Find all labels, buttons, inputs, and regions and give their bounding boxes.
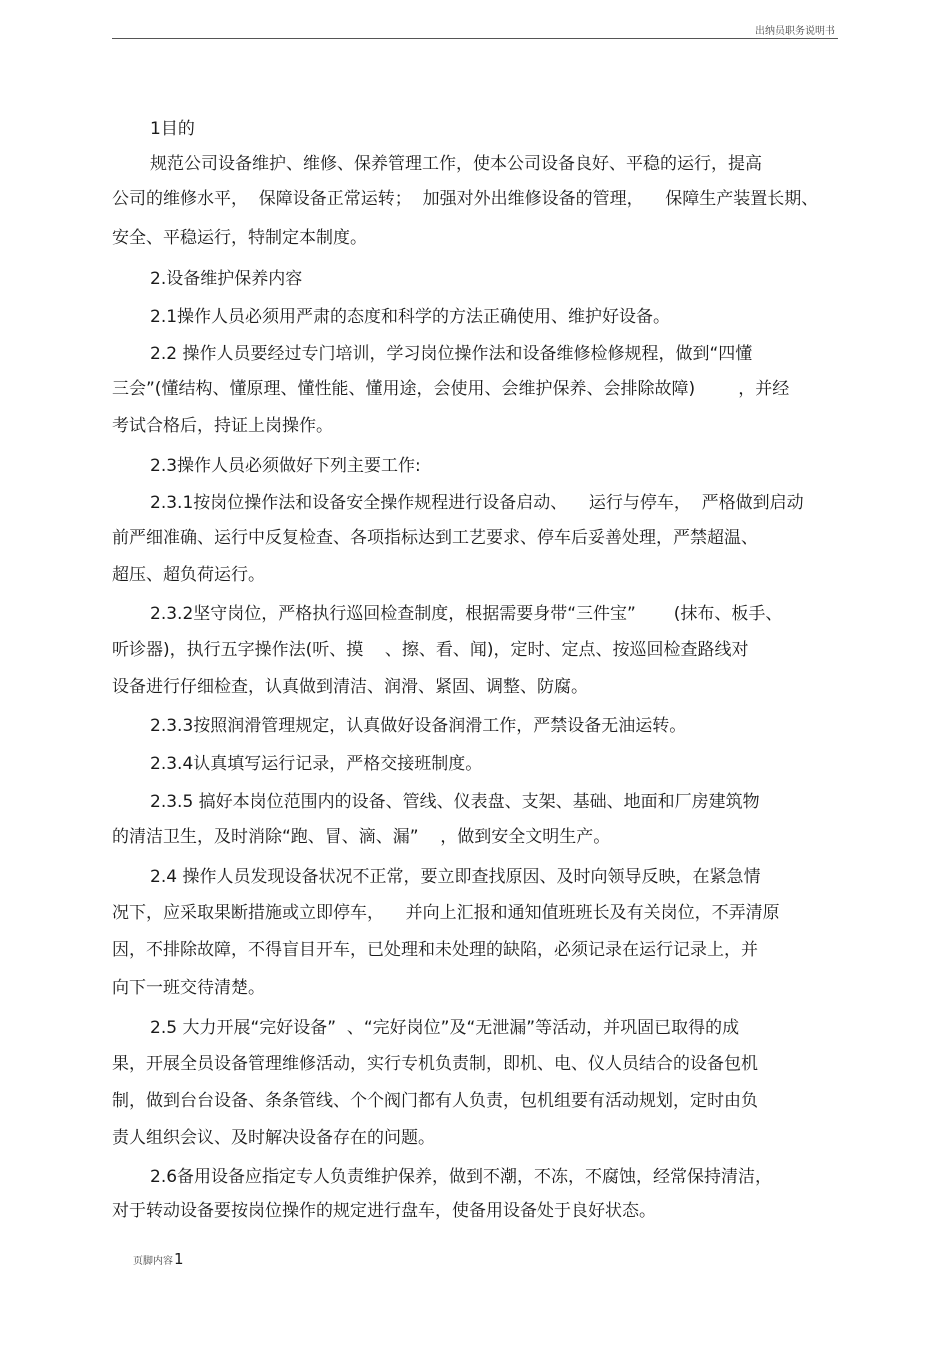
section-heading: 1目的 — [150, 119, 195, 139]
page-footer — [133, 1250, 184, 1268]
paragraph-line: 前严细准确、运行中反复检查、各项指标达到工艺要求、停车后妥善处理，严禁超温、 — [112, 528, 758, 548]
paragraph-line: 2.4 操作人员发现设备状况不正常，要立即查找原因、及时向领导反映，在紧急情 — [150, 867, 761, 887]
paragraph-line: 2.6备用设备应指定专人负责维护保养，做到不潮，不冻，不腐蚀，经常保持清洁， — [150, 1167, 773, 1187]
paragraph-line: 对于转动设备要按岗位操作的规定进行盘车，使备用设备处于良好状态。 — [112, 1201, 656, 1221]
paragraph-line: 制，做到台台设备、条条管线、个个阀门都有人负责，包机组要有活动规划，定时由负 — [112, 1091, 758, 1111]
paragraph-line: 2.2 操作人员要经过专门培训，学习岗位操作法和设备维修检修规程，做到“四懂 — [150, 344, 753, 364]
page-header-title: 出纳员职务说明书 — [755, 26, 835, 37]
paragraph-line: 2.3.2坚守岗位，严格执行巡回检查制度，根据需要身带“三件宝” (抹布、板手、 — [150, 604, 783, 624]
footer-label: 页脚内容 — [133, 1256, 173, 1267]
paragraph-line: 听诊器)，执行五字操作法(听、摸 、擦、看、闻)，定时、定点、按巡回检查路线对 — [112, 640, 749, 660]
paragraph-line: 2.3.1按岗位操作法和设备安全操作规程进行设备启动、 运行与停车， 严格做到启动 — [150, 493, 804, 513]
paragraph-line: 考试合格后，持证上岗操作。 — [112, 416, 333, 436]
paragraph-line: 安全、平稳运行，特制定本制度。 — [112, 228, 367, 248]
page-number: 1 — [174, 1250, 184, 1268]
paragraph-line: 责人组织会议、及时解决设备存在的问题。 — [112, 1128, 435, 1148]
header-divider — [112, 38, 838, 39]
paragraph-line: 2.5 大力开展“完好设备” 、“完好岗位”及“无泄漏”等活动，并巩固已取得的成 — [150, 1018, 740, 1038]
paragraph-line: 果，开展全员设备管理维修活动，实行专机负责制，即机、电、仪人员结合的设备包机 — [112, 1054, 758, 1074]
paragraph-line: 公司的维修水平， 保障设备正常运转； 加强对外出维修设备的管理， 保障生产装置长期、 — [112, 189, 819, 209]
paragraph-line: 的清洁卫生，及时消除“跑、冒、滴、漏” ，做到安全文明生产。 — [112, 827, 611, 847]
paragraph-line: 规范公司设备维护、维修、保养管理工作，使本公司设备良好、平稳的运行，提高 — [150, 154, 762, 174]
paragraph-line: 因，不排除故障，不得盲目开车，已处理和未处理的缺陷，必须记录在运行记录上，并 — [112, 940, 758, 960]
paragraph-line: 三会”(懂结构、懂原理、懂性能、懂用途，会使用、会维护保养、会排除故障) ，并经 — [112, 379, 790, 399]
paragraph-line: 2.3.5 搞好本岗位范围内的设备、管线、仪表盘、支架、基础、地面和厂房建筑物 — [150, 792, 760, 812]
paragraph-line: 况下，应采取果断措施或立即停车， 并向上汇报和通知值班班长及有关岗位，不弄清原 — [112, 903, 780, 923]
paragraph-line: 2.1操作人员必须用严肃的态度和科学的方法正确使用、维护好设备。 — [150, 307, 671, 327]
paragraph-line: 超压、超负荷运行。 — [112, 565, 265, 585]
paragraph-line: 2.3操作人员必须做好下列主要工作: — [150, 456, 421, 476]
paragraph-line: 2.3.3按照润滑管理规定，认真做好设备润滑工作，严禁设备无油运转。 — [150, 716, 687, 736]
paragraph-line: 2.3.4认真填写运行记录，严格交接班制度。 — [150, 754, 483, 774]
paragraph-line: 向下一班交待清楚。 — [112, 978, 265, 998]
section-heading: 2.设备维护保养内容 — [150, 269, 303, 289]
paragraph-line: 设备进行仔细检查，认真做到清洁、润滑、紧固、调整、防腐。 — [112, 677, 588, 697]
